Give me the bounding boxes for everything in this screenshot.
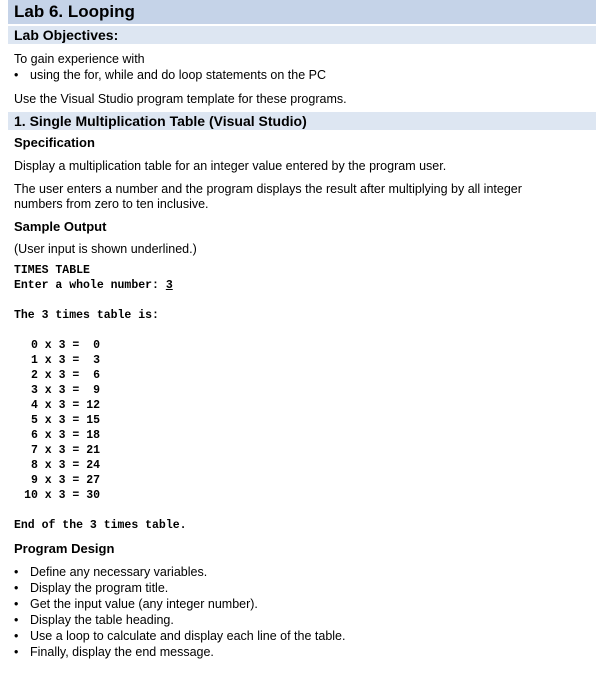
output-end: End of the 3 times table. — [14, 519, 187, 532]
design-bullet — [14, 596, 258, 612]
user-text-line2: numbers from zero to ten inclusive. — [14, 197, 209, 211]
design-bullet — [14, 580, 168, 596]
table-row: 5 x 3 = 15 — [30, 414, 100, 427]
table-row: 2 x 3 = 6 — [30, 369, 100, 382]
output-user-input: 3 — [165, 279, 173, 292]
program-design-heading: Program Design — [14, 541, 115, 556]
table-row: 9 x 3 = 27 — [30, 474, 100, 487]
table-row: 10 x 3 = 30 — [24, 489, 100, 502]
bullet-dot-icon: • — [14, 613, 19, 627]
section1-heading: 1. Single Multiplication Table (Visual Studio) — [8, 112, 596, 130]
design-bullet-text: Display the table heading. — [30, 613, 174, 627]
objectives-bullet-text: using the for, while and do loop statements on the PC — [30, 68, 327, 82]
objectives-intro: To gain experience with — [14, 52, 145, 66]
objectives-bullet — [14, 67, 326, 83]
specification-text: Display a multiplication table for an integer value entered by the program user. — [14, 159, 447, 173]
table-row: 7 x 3 = 21 — [30, 444, 100, 457]
sample-output-heading: Sample Output — [14, 219, 107, 234]
design-bullet — [14, 644, 214, 660]
bullet-dot-icon: • — [14, 645, 19, 659]
design-bullet — [14, 628, 346, 644]
objectives-heading: Lab Objectives: — [8, 26, 596, 44]
output-title: TIMES TABLE — [14, 264, 90, 277]
bullet-dot-icon: • — [14, 629, 19, 643]
table-row: 8 x 3 = 24 — [30, 459, 100, 472]
table-row: 3 x 3 = 9 — [30, 384, 100, 397]
design-bullet-text: Display the program title. — [30, 581, 169, 595]
design-bullet — [14, 612, 174, 628]
template-note: Use the Visual Studio program template for these programs. — [14, 92, 347, 106]
sample-note: (User input is shown underlined.) — [14, 242, 197, 256]
bullet-dot-icon: • — [14, 68, 19, 82]
table-row: 0 x 3 = 0 — [30, 339, 100, 352]
bullet-dot-icon: • — [14, 565, 19, 579]
bullet-dot-icon: • — [14, 597, 19, 611]
output-prompt-line — [14, 278, 173, 293]
design-bullet-text: Use a loop to calculate and display each line of the table. — [30, 629, 346, 643]
design-bullet-text: Define any necessary variables. — [30, 565, 208, 579]
lab-title: Lab 6. Looping — [8, 0, 596, 24]
table-row: 4 x 3 = 12 — [30, 399, 100, 412]
output-intro: The 3 times table is: — [14, 309, 159, 322]
specification-heading: Specification — [14, 135, 95, 150]
table-row: 6 x 3 = 18 — [30, 429, 100, 442]
design-bullet-text: Get the input value (any integer number). — [30, 597, 258, 611]
bullet-dot-icon: • — [14, 581, 19, 595]
table-row: 1 x 3 = 3 — [30, 354, 100, 367]
design-bullet — [14, 564, 207, 580]
design-bullet-text: Finally, display the end message. — [30, 645, 214, 659]
user-text-line1: The user enters a number and the program displays the result after multiplying by all integer — [14, 182, 522, 196]
output-prompt: Enter a whole number: — [14, 279, 166, 292]
